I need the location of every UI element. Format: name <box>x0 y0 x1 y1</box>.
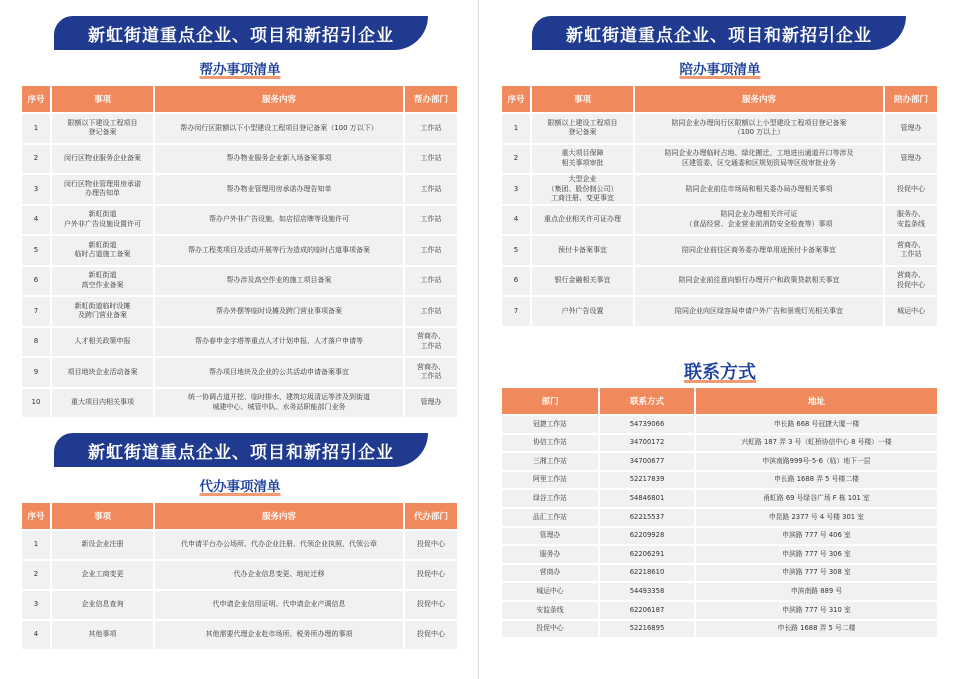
table-row <box>22 328 457 357</box>
contact-cell: 54493358 <box>600 583 696 600</box>
bang-cell: 帮办闵行区限额以下小型建设工程项目登记备案（100 万以下） <box>155 114 405 143</box>
contact-cell: 申长路 1688 弄 5 号楼二楼 <box>696 472 937 489</box>
dai-header-cell: 代办部门 <box>405 503 457 529</box>
pei-cell: 服务办、 安监条线 <box>885 206 937 235</box>
table-row <box>502 114 937 143</box>
dai-cell: 企业工商变更 <box>52 561 155 589</box>
table-row <box>22 175 457 204</box>
contact-title: 联系方式 <box>684 362 756 383</box>
pei-cell: 银行金融相关事宜 <box>532 267 635 296</box>
dai-cell: 2 <box>22 561 52 589</box>
contact-cell: 62218610 <box>600 565 696 582</box>
contact-table <box>502 386 937 639</box>
pei-cell: 营商办、 投促中心 <box>885 267 937 296</box>
bang-cell: 帮办物业管理用房承诺办理告知单 <box>155 175 405 204</box>
contact-cell: 服务办 <box>502 546 600 563</box>
contact-cell: 62209928 <box>600 528 696 545</box>
pei-cell: 陪同企业办理闵行区限额以上小型建设工程项目登记备案 （100 万以上） <box>635 114 885 143</box>
pei-cell: 城运中心 <box>885 297 937 326</box>
bang-cell: 新虹街道 户外非广告设施设置许可 <box>52 206 155 235</box>
contact-cell: 城运中心 <box>502 583 600 600</box>
dai-header-row <box>22 503 457 529</box>
dai-cell: 投促中心 <box>405 561 457 589</box>
contact-cell: 62215537 <box>600 509 696 526</box>
contact-cell: 申长路 668 号冠捷大厦一楼 <box>696 416 937 433</box>
table-row <box>502 565 937 582</box>
contact-body <box>502 416 937 637</box>
dai-header-cell: 序号 <box>22 503 52 529</box>
bang-cell: 新虹街道临时设摊 及跨门营业备案 <box>52 297 155 326</box>
table-row <box>502 528 937 545</box>
table-row <box>502 236 937 265</box>
contact-cell: 管理办 <box>502 528 600 545</box>
bang-header-cell: 服务内容 <box>155 86 405 112</box>
table-row <box>22 389 457 418</box>
bang-cell: 帮办春申金字塔等重点人才计划申报、人才落户申请等 <box>155 328 405 357</box>
contact-header-row <box>502 388 937 414</box>
table-row <box>502 583 937 600</box>
dai-cell: 企业信息查询 <box>52 591 155 619</box>
bang-header-cell: 序号 <box>22 86 52 112</box>
dai-title: 代办事项清单 <box>199 479 281 495</box>
bang-cell: 帮办户外非广告设施，如店招店牌等设施许可 <box>155 206 405 235</box>
bang-cell: 新虹街道 高空作业备案 <box>52 267 155 296</box>
contact-cell: 申滨路 777 号 406 室 <box>696 528 937 545</box>
table-row <box>22 297 457 326</box>
contact-cell: 甬虹路 69 号绿谷广场 F 栋 101 室 <box>696 490 937 507</box>
banner-right-top: 新虹街道重点企业、项目和新招引企业 <box>532 16 906 50</box>
pei-header-cell: 陪办部门 <box>885 86 937 112</box>
pei-cell: 陪同企业办理相关许可证 （食品经营、企业营业前消防安全检查等）事项 <box>635 206 885 235</box>
pei-cell: 3 <box>502 175 532 204</box>
table-row <box>22 145 457 174</box>
bang-cell: 8 <box>22 328 52 357</box>
bang-cell: 限额以下建设工程项目 登记备案 <box>52 114 155 143</box>
bang-cell: 新虹街道 临时占道施工备案 <box>52 236 155 265</box>
contact-cell: 兴虹路 187 弄 3 号（虹桥协信中心 8 号楼）一楼 <box>696 435 937 452</box>
pei-cell: 陪同企业前往意向银行办理开户和政策贷款相关事宜 <box>635 267 885 296</box>
pei-header-cell: 序号 <box>502 86 532 112</box>
bang-cell: 统一协调占道开挖、临时排水、建筑垃圾清运等涉及到街道 城建中心、城管中队、水务站职能部门业务 <box>155 389 405 418</box>
contact-cell: 申滨路 777 号 306 室 <box>696 546 937 563</box>
pei-body <box>502 114 937 326</box>
pei-cell: 管理办 <box>885 114 937 143</box>
contact-cell: 62206187 <box>600 602 696 619</box>
table-row <box>22 531 457 559</box>
pei-cell: 陪同企业办理临时占地、绿化搬迁、工地进出通道开口等涉及 区建管委、区交通委和区规划资局等区级审批业务 <box>635 145 885 174</box>
bang-cell: 3 <box>22 175 52 204</box>
dai-cell: 代申请平台办公场所、代办企业注册、代领企业执照、代领公章 <box>155 531 405 559</box>
dai-cell: 投促中心 <box>405 531 457 559</box>
table-row <box>22 621 457 649</box>
bang-header-row <box>22 86 457 112</box>
table-row <box>502 435 937 452</box>
contact-cell: 54739066 <box>600 416 696 433</box>
pei-cell: 管理办 <box>885 145 937 174</box>
contact-cell: 三湘工作站 <box>502 453 600 470</box>
bang-cell: 10 <box>22 389 52 418</box>
pei-table <box>502 84 937 328</box>
dai-table <box>22 501 457 651</box>
bang-cell: 重大项目内相关事项 <box>52 389 155 418</box>
pei-cell: 预付卡备案事宜 <box>532 236 635 265</box>
bang-cell: 帮办物业服务企业新入场备案事项 <box>155 145 405 174</box>
bang-cell: 工作站 <box>405 175 457 204</box>
contact-cell: 申滨南路999号-5-6（临）地下一层 <box>696 453 937 470</box>
bang-cell: 闵行区物业管理用房承诺 办理告知单 <box>52 175 155 204</box>
contact-cell: 绿谷工作站 <box>502 490 600 507</box>
bang-cell: 9 <box>22 358 52 387</box>
pei-cell: 6 <box>502 267 532 296</box>
dai-cell: 1 <box>22 531 52 559</box>
bang-header-cell: 事项 <box>52 86 155 112</box>
table-row <box>502 490 937 507</box>
table-row <box>22 358 457 387</box>
table-row <box>502 175 937 204</box>
pei-header-cell: 服务内容 <box>635 86 885 112</box>
bang-title: 帮办事项清单 <box>199 62 281 78</box>
pei-cell: 2 <box>502 145 532 174</box>
bang-cell: 帮办外摆等临时设摊及跨门营业事项备案 <box>155 297 405 326</box>
pei-cell: 陪同企业前往区商务委办理单用途预付卡备案事宜 <box>635 236 885 265</box>
banner-left-top: 新虹街道重点企业、项目和新招引企业 <box>54 16 428 50</box>
table-row <box>22 206 457 235</box>
bang-cell: 营商办、 工作站 <box>405 328 457 357</box>
contact-cell: 阿里工作站 <box>502 472 600 489</box>
pei-cell: 重点企业相关许可证办理 <box>532 206 635 235</box>
table-row <box>502 206 937 235</box>
table-row <box>22 561 457 589</box>
pei-cell: 4 <box>502 206 532 235</box>
dai-cell: 代办企业信息变更、地址迁移 <box>155 561 405 589</box>
bang-cell: 项目地块企业活动备案 <box>52 358 155 387</box>
pei-header-row <box>502 86 937 112</box>
bang-cell: 工作站 <box>405 267 457 296</box>
table-row <box>502 509 937 526</box>
bang-cell: 5 <box>22 236 52 265</box>
bang-cell: 闵行区物业服务企业备案 <box>52 145 155 174</box>
contact-header-cell: 联系方式 <box>600 388 696 414</box>
contact-cell: 34700172 <box>600 435 696 452</box>
bang-cell: 7 <box>22 297 52 326</box>
dai-cell: 投促中心 <box>405 591 457 619</box>
pei-cell: 重大项目保障 相关事项审批 <box>532 145 635 174</box>
contact-cell: 52217839 <box>600 472 696 489</box>
contact-cell: 投促中心 <box>502 621 600 638</box>
bang-cell: 工作站 <box>405 236 457 265</box>
pei-cell: 陪同企业前往市场局和相关委办局办理相关事项 <box>635 175 885 204</box>
contact-cell: 申昆路 2377 号 4 号楼 301 室 <box>696 509 937 526</box>
contact-cell: 冠捷工作站 <box>502 416 600 433</box>
pei-header-cell: 事项 <box>532 86 635 112</box>
bang-header-cell: 帮办部门 <box>405 86 457 112</box>
bang-body <box>22 114 457 417</box>
dai-cell: 3 <box>22 591 52 619</box>
bang-cell: 工作站 <box>405 114 457 143</box>
contact-cell: 62206291 <box>600 546 696 563</box>
dai-cell: 投促中心 <box>405 621 457 649</box>
table-row <box>502 472 937 489</box>
bang-cell: 帮办项目地块及企业的公共活动申请备案事宜 <box>155 358 405 387</box>
table-row <box>502 602 937 619</box>
bang-cell: 工作站 <box>405 145 457 174</box>
page-divider <box>478 0 479 679</box>
pei-cell: 大型企业 （集团、股份制公司） 工商注册、变更事宜 <box>532 175 635 204</box>
contact-cell: 52216895 <box>600 621 696 638</box>
pei-cell: 限额以上建设工程项目 登记备案 <box>532 114 635 143</box>
contact-header-cell: 地址 <box>696 388 937 414</box>
pei-cell: 户外广告设置 <box>532 297 635 326</box>
dai-header-cell: 服务内容 <box>155 503 405 529</box>
table-row <box>502 145 937 174</box>
pei-cell: 投促中心 <box>885 175 937 204</box>
dai-cell: 其他需要代理企业赴市场所、税务所办理的事项 <box>155 621 405 649</box>
contact-header-cell: 部门 <box>502 388 600 414</box>
table-row <box>22 267 457 296</box>
bang-cell: 2 <box>22 145 52 174</box>
contact-cell: 申长路 1688 弄 5 号二楼 <box>696 621 937 638</box>
bang-cell: 4 <box>22 206 52 235</box>
table-row <box>22 114 457 143</box>
bang-cell: 6 <box>22 267 52 296</box>
bang-table <box>22 84 457 419</box>
contact-cell: 申滨路 777 号 308 室 <box>696 565 937 582</box>
table-row <box>502 297 937 326</box>
dai-header-cell: 事项 <box>52 503 155 529</box>
pei-cell: 5 <box>502 236 532 265</box>
dai-cell: 4 <box>22 621 52 649</box>
table-row <box>22 236 457 265</box>
banner-left-bottom: 新虹街道重点企业、项目和新招引企业 <box>54 433 428 467</box>
bang-cell: 工作站 <box>405 297 457 326</box>
pei-cell: 7 <box>502 297 532 326</box>
contact-cell: 协信工作站 <box>502 435 600 452</box>
contact-cell: 34700677 <box>600 453 696 470</box>
table-row <box>502 453 937 470</box>
bang-cell: 营商办、 工作站 <box>405 358 457 387</box>
bang-cell: 工作站 <box>405 206 457 235</box>
table-row <box>502 416 937 433</box>
table-row <box>22 591 457 619</box>
bang-cell: 管理办 <box>405 389 457 418</box>
dai-body <box>22 531 457 649</box>
contact-cell: 品汇工作站 <box>502 509 600 526</box>
pei-cell: 陪同企业向区绿容局申请户外广告和景观灯光相关事宜 <box>635 297 885 326</box>
table-row <box>502 621 937 638</box>
table-row <box>502 267 937 296</box>
pei-cell: 营商办、 工作站 <box>885 236 937 265</box>
dai-cell: 新设企业注册 <box>52 531 155 559</box>
contact-cell: 安监条线 <box>502 602 600 619</box>
pei-title: 陪办事项清单 <box>679 62 761 78</box>
pei-cell: 1 <box>502 114 532 143</box>
bang-cell: 人才相关政策申报 <box>52 328 155 357</box>
contact-cell: 申滨南路 889 号 <box>696 583 937 600</box>
contact-cell: 营商办 <box>502 565 600 582</box>
contact-cell: 54846801 <box>600 490 696 507</box>
bang-cell: 帮办工程类项目及活动开展等行为造成的临时占道事项备案 <box>155 236 405 265</box>
dai-cell: 代申请企业信用证明、代申请企业产调信息 <box>155 591 405 619</box>
bang-cell: 1 <box>22 114 52 143</box>
dai-cell: 其他事项 <box>52 621 155 649</box>
bang-cell: 帮办涉及高空作业的施工项目备案 <box>155 267 405 296</box>
table-row <box>502 546 937 563</box>
contact-cell: 申滨路 777 号 310 室 <box>696 602 937 619</box>
